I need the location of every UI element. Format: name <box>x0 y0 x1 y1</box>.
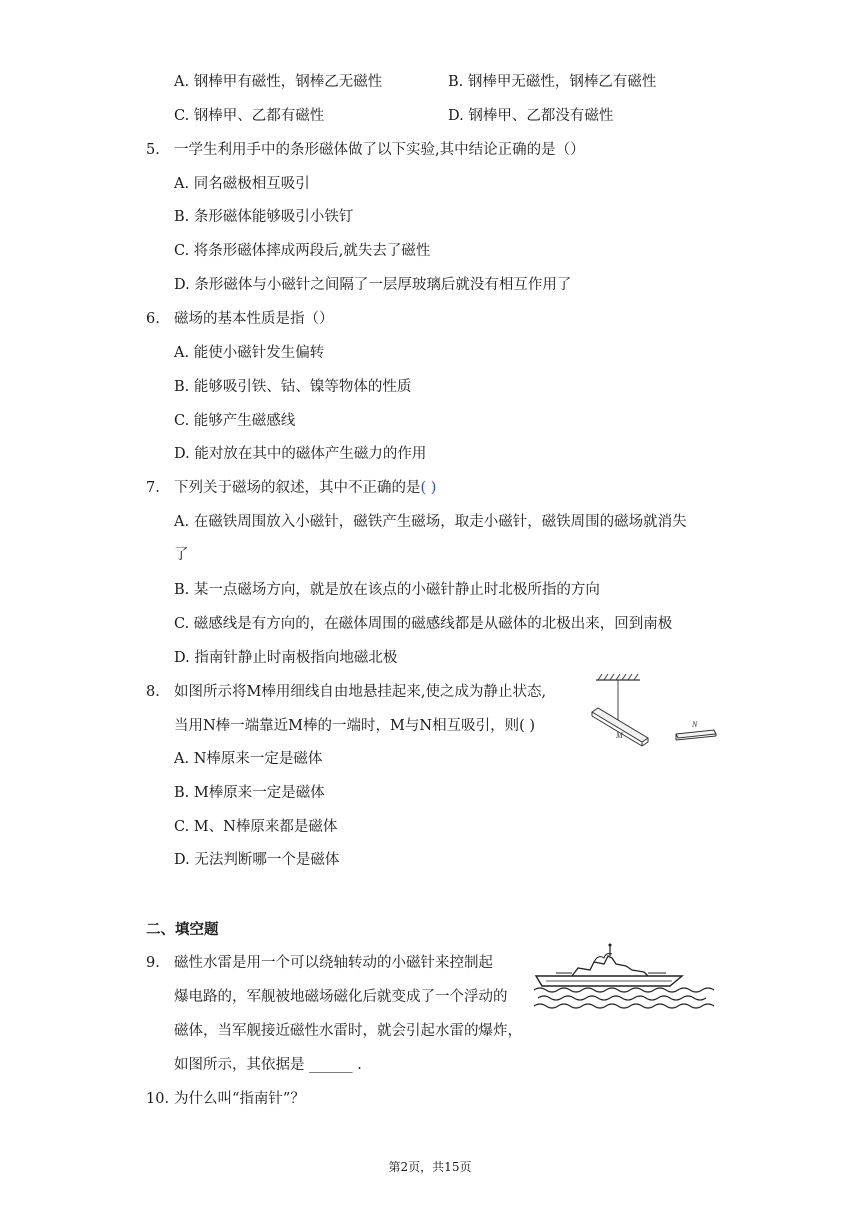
q7-stem: 下列关于磁场的叙述，其中不正确的是 <box>174 480 421 496</box>
q8-option-d: D. 无法判断哪一个是磁体 <box>174 852 340 868</box>
q8-number: 8. <box>146 684 160 700</box>
q5-stem: 一学生利用手中的条形磁体做了以下实验,其中结论正确的是（） <box>174 142 585 158</box>
q6-stem: 磁场的基本性质是指（） <box>174 311 334 327</box>
q9-stem-line-2: 爆电路的，军舰被地磁场磁化后就变成了一个浮动的 <box>174 989 508 1005</box>
q5-option-c: C. 将条形磁体摔成两段后,就失去了磁性 <box>174 243 431 259</box>
q7-option-b: B. 某一点磁场方向，就是放在该点的小磁针静止时北极所指的方向 <box>174 582 600 598</box>
q7-option-d: D. 指南针静止时南极指向地磁北极 <box>174 650 398 666</box>
ceiling-hatching <box>598 674 638 680</box>
q4-option-b: B. 钢棒甲无磁性，钢棒乙有磁性 <box>448 74 657 90</box>
q8-option-a: A. N棒原来一定是磁体 <box>174 751 323 767</box>
q5-option-b: B. 条形磁体能够吸引小铁钉 <box>174 209 354 225</box>
q7-number: 7. <box>146 480 160 496</box>
smoke <box>594 954 612 963</box>
q10-number: 10. <box>146 1091 170 1107</box>
q9-warship-figure <box>532 940 716 1012</box>
warship-superstructure <box>572 956 648 976</box>
q6-option-d: D. 能对放在其中的磁体产生磁力的作用 <box>174 446 427 462</box>
section-title-fill-in: 二、填空题 <box>146 922 219 938</box>
q5-option-d: D. 条形磁体与小磁针之间隔了一层厚玻璃后就没有相互作用了 <box>174 277 572 293</box>
n-label: N <box>692 720 698 729</box>
q5-number: 5. <box>146 142 160 158</box>
q8-stem-line-1: 如图所示将M棒用细线自由地悬挂起来,使之成为静止状态, <box>174 684 547 700</box>
waves <box>534 988 714 1008</box>
q8-stem-line-2: 当用N棒一端靠近M棒的一端时，M与N相互吸引，则( ) <box>174 718 535 734</box>
q9-stem-line-1: 磁性水雷是用一个可以绕轴转动的小磁针来控制起 <box>174 955 493 971</box>
q7-option-a: A. 在磁铁周围放入小磁针，磁铁产生磁场，取走小磁针，磁铁周围的磁场就消失 <box>174 514 687 530</box>
q10-stem: 为什么叫“指南针”？ <box>174 1091 305 1107</box>
page-footer: 第2页，共15页 <box>388 1160 472 1174</box>
q8-magnet-figure <box>582 672 722 756</box>
q9-number: 9. <box>146 955 160 971</box>
q4-option-a: A. 钢棒甲有磁性，钢棒乙无磁性 <box>174 74 383 90</box>
q4-option-c: C. 钢棒甲、乙都有磁性 <box>174 108 325 124</box>
q7-option-a-cont: 了 <box>174 547 189 563</box>
m-label: M <box>616 731 623 740</box>
q5-option-a: A. 同名磁极相互吸引 <box>174 176 310 192</box>
q6-number: 6. <box>146 311 160 327</box>
q7-option-c: C. 磁感线是有方向的，在磁体周围的磁感线都是从磁体的北极出来，回到南极 <box>174 616 673 632</box>
q9-stem-line-3: 磁体，当军舰接近磁性水雷时，就会引起水雷的爆炸， <box>174 1023 522 1039</box>
q7-stem-line <box>174 478 436 498</box>
q8-option-b: B. M棒原来一定是磁体 <box>174 785 325 801</box>
q7-answer-paren: ( ) <box>420 480 437 496</box>
q9-stem-line-4: 如图所示，其依据是 ______ . <box>174 1057 362 1073</box>
q8-option-c: C. M、N棒原来都是磁体 <box>174 819 338 835</box>
q6-option-a: A. 能使小磁针发生偏转 <box>174 345 325 361</box>
q4-option-d: D. 钢棒甲、乙都没有磁性 <box>448 108 614 124</box>
q6-option-c: C. 能够产生磁感线 <box>174 413 296 429</box>
q6-option-b: B. 能够吸引铁、钴、镍等物体的性质 <box>174 379 412 395</box>
